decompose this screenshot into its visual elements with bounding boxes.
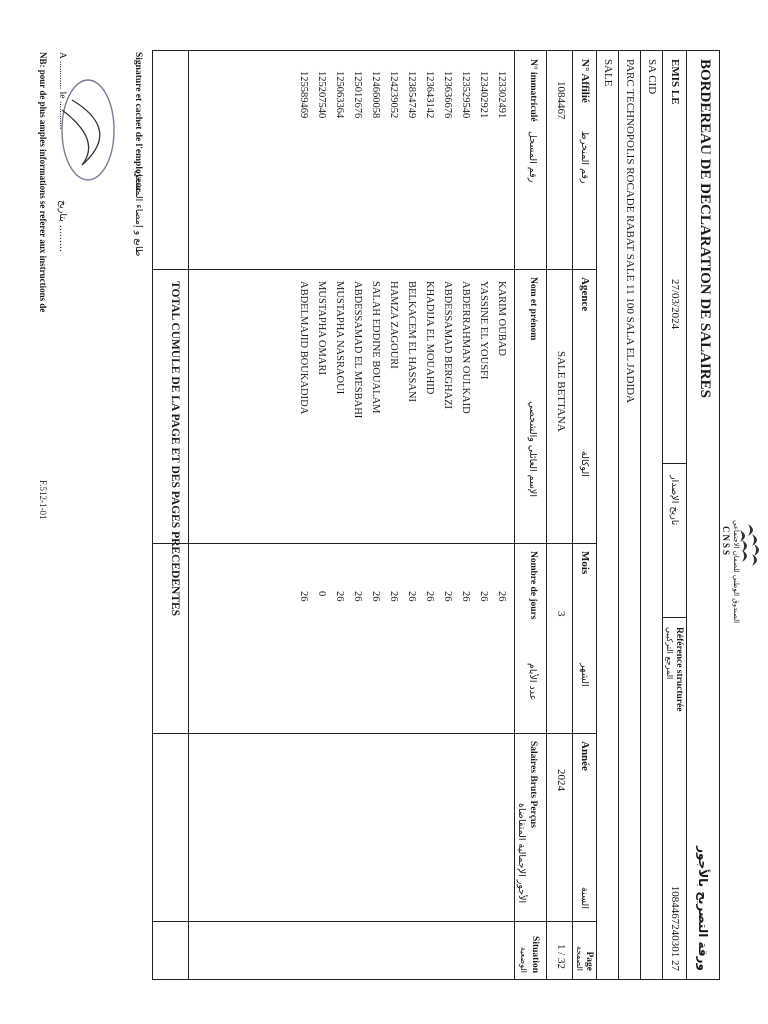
row-nom: ABDESSAMAD BERGHAZI bbox=[442, 281, 453, 410]
signature-label-ar: طابع و إمضاء المشغل bbox=[133, 170, 144, 257]
row-immatricule: 125063364 bbox=[334, 71, 345, 119]
mois-value: 3 bbox=[555, 611, 567, 617]
row-jours: 26 bbox=[442, 591, 453, 602]
row-nom: YASSINE EL YOUSFI bbox=[478, 281, 489, 380]
row-jours: 26 bbox=[406, 591, 417, 602]
col-jours-label-ar: عدد الأيام bbox=[527, 663, 538, 701]
page-value: 1 / 32 bbox=[555, 943, 567, 969]
emis-le-ar: تاريخ الإصدار bbox=[669, 475, 680, 526]
row-nom: KHADIJA EL MOUAHID bbox=[424, 281, 435, 395]
row-immatricule: 123643142 bbox=[424, 71, 435, 119]
row-jours: 26 bbox=[352, 591, 363, 602]
affilie-value: 1084467 bbox=[555, 81, 567, 120]
col-immatricule-label-ar: رقم المسجل bbox=[527, 131, 538, 183]
reference-label: Référence structurée bbox=[674, 627, 684, 712]
col-mois-label-ar: الشهر bbox=[579, 663, 590, 687]
place-date: A ............ le ............ bbox=[57, 52, 67, 130]
row-immatricule: 123636676 bbox=[442, 71, 453, 119]
row-nom: ABDERRAHMAN OULKAID bbox=[460, 281, 471, 414]
col-affilie-label: N° Affilié bbox=[579, 59, 591, 103]
col-immatricule-label: N° immatriculé bbox=[528, 59, 538, 122]
row-immatricule: 125589469 bbox=[298, 71, 309, 119]
signature-label: Signature et cachet de l'employeur bbox=[133, 52, 143, 193]
col-agence-label-ar: الوكالة bbox=[579, 451, 590, 477]
row-jours: 26 bbox=[334, 591, 345, 602]
reference-label-ar: المرجع التركيبي bbox=[665, 627, 674, 680]
col-jours-label: Nombre de jours bbox=[528, 551, 538, 620]
col-affilie-label-ar: رقم المنخرط bbox=[579, 131, 590, 184]
row-nom: SALAH EDDINE BOUALAM bbox=[370, 281, 381, 414]
row-nom: BELKACEM EL HASSANI bbox=[406, 281, 417, 402]
row-immatricule: 124660058 bbox=[370, 71, 381, 119]
reference-value: 1084467240301 27 bbox=[669, 885, 681, 971]
row-jours: 26 bbox=[298, 591, 309, 602]
emis-le-label: EMIS LE bbox=[669, 59, 681, 105]
row-nom: MUSTAPHA NASRAOUI bbox=[334, 281, 345, 395]
row-immatricule: 123529540 bbox=[460, 71, 471, 119]
page-label: Page bbox=[584, 951, 594, 971]
agence-value: SALE BETTANA bbox=[555, 351, 567, 432]
document-title-ar: ورقة التصريح بالأجور bbox=[696, 846, 710, 971]
row-immatricule: 123302491 bbox=[496, 71, 507, 119]
form-code: F.512-1-01 bbox=[38, 480, 48, 520]
row-jours: 26 bbox=[460, 591, 471, 602]
row-nom: MUSTAPHA OMARI bbox=[316, 281, 327, 375]
col-salaires-label: Salaires Bruts Perçus bbox=[528, 741, 538, 828]
row-nom: HAMZA ZAGOURI bbox=[388, 281, 399, 369]
col-nom-label-ar: الإسم العائلي والشخصي bbox=[527, 401, 538, 497]
col-mois-label: Mois bbox=[579, 551, 591, 575]
row-jours: 26 bbox=[388, 591, 399, 602]
row-jours: 26 bbox=[370, 591, 381, 602]
document-title: BORDEREAU DE DECLARATION DE SALAIRES bbox=[697, 59, 713, 398]
col-situation-label: Situation bbox=[530, 936, 540, 973]
row-immatricule: 123402921 bbox=[478, 71, 489, 119]
row-jours: 26 bbox=[478, 591, 489, 602]
row-immatricule: 125207540 bbox=[316, 71, 327, 119]
row-jours: 26 bbox=[424, 591, 435, 602]
row-nom: ABDESSAMAD EL MESBAHI bbox=[352, 281, 363, 419]
employer-name: SA CID bbox=[646, 59, 658, 95]
place-date-ar: بتاريخ ......... bbox=[57, 200, 68, 252]
employer-address: PARC TECHNOPOLIS ROCADE RABAT SALE 11 100 SALA EL JADIDA bbox=[624, 59, 636, 403]
row-immatricule: 123854749 bbox=[406, 71, 417, 119]
row-jours: 26 bbox=[496, 591, 507, 602]
col-situation-label-ar: الوضعية bbox=[519, 946, 528, 973]
row-immatricule: 124239052 bbox=[388, 71, 399, 119]
document-frame bbox=[152, 50, 720, 980]
page-label-ar: الصفحة bbox=[575, 945, 584, 971]
employer-city: SALE bbox=[602, 59, 614, 87]
row-nom: KARIM OUBAD bbox=[496, 281, 507, 356]
row-immatricule: 125012676 bbox=[352, 71, 363, 119]
nb-note: NB: pour de plus amples informations se referer aux instructions de bbox=[38, 52, 48, 313]
col-annee-label: Année bbox=[579, 741, 591, 771]
col-annee-label-ar: السنة bbox=[579, 887, 590, 909]
col-agence-label: Agence bbox=[579, 277, 591, 312]
emis-le-value: 27/03/2024 bbox=[669, 279, 681, 330]
total-label: TOTAL CUMULE DE LA PAGE ET DES PAGES PRECEDENTES bbox=[169, 281, 181, 617]
col-salaires-label-ar: الأجور الإجمالية المتقاضاة bbox=[516, 803, 527, 904]
row-jours: 0 bbox=[316, 591, 327, 597]
logo-text: CNSS bbox=[721, 526, 731, 558]
logo-caption: الصندوق الوطني للضمان الاجتماعي bbox=[732, 520, 740, 624]
col-nom-label: Nom et prénom bbox=[528, 277, 538, 341]
annee-value: 2024 bbox=[555, 769, 567, 791]
row-nom: ABDELMAJID BOUKADIDA bbox=[298, 281, 309, 415]
